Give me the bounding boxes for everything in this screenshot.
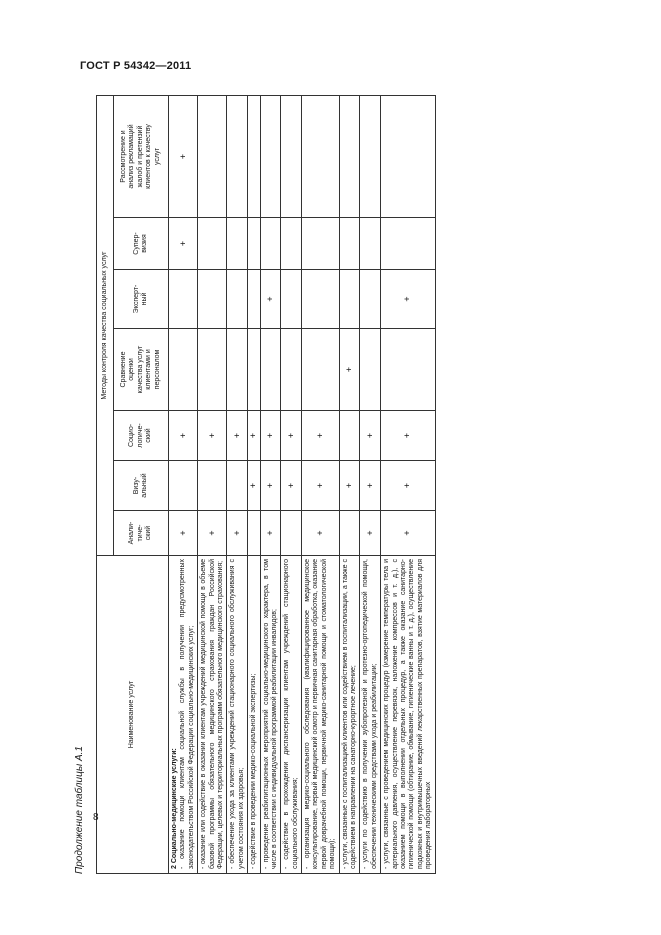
method-mark-cell bbox=[302, 218, 340, 270]
method-mark-cell bbox=[260, 461, 281, 511]
plus-mark: + bbox=[344, 366, 355, 373]
methods-group-header: Методы контроля качества социальных услуг bbox=[97, 95, 114, 555]
table-row bbox=[260, 95, 281, 873]
plus-mark: + bbox=[314, 482, 325, 489]
service-text: - содействие в прохождении диспансеризации клиентам учреждений стационарного социального обслуживания; bbox=[283, 559, 299, 869]
method-mark-cell bbox=[381, 329, 435, 411]
method-mark-cell bbox=[227, 218, 248, 270]
plus-mark: + bbox=[402, 530, 413, 536]
method-mark-cell bbox=[169, 218, 198, 270]
method-mark-cell bbox=[198, 461, 227, 511]
method-mark-cell bbox=[227, 411, 248, 461]
method-mark-cell bbox=[227, 270, 248, 329]
method-mark-cell bbox=[281, 511, 302, 556]
method-header: Социо- логиче- ский bbox=[114, 411, 169, 461]
section-title: 2 Социально-медицинские услуги: bbox=[171, 748, 178, 869]
service-name-cell bbox=[302, 556, 340, 874]
plus-mark: + bbox=[264, 296, 275, 302]
service-text: - оказание или содействие в оказании клиентам учреждений медицинской помощи в объеме базовой программы обязательного медицинского страхования граждан Российской Федерации, целевых и территориальных программ обязательного медицинского страхования; bbox=[200, 559, 224, 869]
method-mark-cell bbox=[360, 411, 381, 461]
methods-table bbox=[96, 95, 436, 874]
method-mark-cell bbox=[302, 329, 340, 411]
table-row bbox=[381, 95, 435, 873]
service-text: - проведение реабилитационных мероприятий социально-медицинского характера, в том числе в соответствии с индивидуальной программой реабилитации инвалидов; bbox=[262, 559, 278, 869]
plus-mark: + bbox=[264, 482, 275, 489]
service-name-cell bbox=[281, 556, 302, 874]
method-mark-cell bbox=[198, 95, 227, 217]
method-mark-cell bbox=[260, 511, 281, 556]
method-mark-cell bbox=[260, 218, 281, 270]
plus-mark: + bbox=[344, 482, 355, 489]
method-mark-cell bbox=[339, 218, 360, 270]
services-name-header: Наименование услуг bbox=[97, 556, 169, 874]
method-mark-cell bbox=[381, 461, 435, 511]
service-text: - услуги, связанные с госпитализацией клиентов или содействием в госпитализации, а также с содействием в направлении на санаторно-курортное лечение; bbox=[341, 559, 358, 869]
table-row bbox=[339, 95, 360, 873]
method-mark-cell bbox=[248, 461, 260, 511]
table-row bbox=[198, 95, 227, 873]
method-mark-cell bbox=[169, 411, 198, 461]
method-mark-cell bbox=[227, 329, 248, 411]
plus-mark: + bbox=[264, 432, 275, 439]
method-mark-cell bbox=[339, 270, 360, 329]
method-mark-cell bbox=[381, 270, 435, 329]
method-mark-cell bbox=[339, 411, 360, 461]
service-name-cell bbox=[339, 556, 360, 874]
method-mark-cell bbox=[339, 329, 360, 411]
plus-mark: + bbox=[177, 530, 188, 536]
service-text: - услуги по содействию в получении зубопротезной и протезно-ортопедической помощи, обеспечении техническими средствами ухода и реабилитации; bbox=[362, 559, 378, 869]
service-text: - содействие в проведении медико-социальной экспертизы; bbox=[250, 673, 258, 869]
method-mark-cell bbox=[248, 411, 260, 461]
service-text: - обеспечение ухода за клиентами учреждений стационарного социального обслуживания с учетом состояния их здоровья; bbox=[229, 559, 245, 869]
table-row bbox=[248, 95, 260, 873]
plus-mark: + bbox=[314, 530, 325, 536]
table-row bbox=[169, 95, 198, 873]
method-mark-cell bbox=[227, 461, 248, 511]
method-mark-cell bbox=[198, 511, 227, 556]
service-name-cell bbox=[248, 556, 260, 874]
plus-mark: + bbox=[231, 432, 242, 439]
method-header: Рассмотрение и анализ рекламаций жалоб и претензий клиентов к качеству услуг bbox=[114, 95, 169, 217]
plus-mark: + bbox=[206, 530, 217, 536]
plus-mark: + bbox=[285, 482, 296, 489]
service-name-cell bbox=[198, 556, 227, 874]
service-name-cell bbox=[227, 556, 248, 874]
method-mark-cell bbox=[302, 270, 340, 329]
plus-mark: + bbox=[364, 530, 375, 536]
service-name-cell bbox=[381, 556, 435, 874]
plus-mark: + bbox=[364, 482, 375, 489]
service-text: - организация медико-социального обследования (квалифицированное медицинское консультирование, первый медицинский осмотр и первичная санитарная обработка, оказание первой доврачебной помощи, первичной медико-санитарной помощи и стоматологической помощи); bbox=[304, 559, 337, 869]
method-mark-cell bbox=[281, 270, 302, 329]
method-header: Анали- тиче- ский bbox=[114, 511, 169, 556]
service-text: - услуги, связанные с проведением медицинских процедур (измерение температуры тела и артериального давления, осуществление перевязок, наложение компрессов и т. д.), с оказанием помощи в выполнении отдельных процедур, а также оказание санитарно-гигиенической помощи (обтирание, обмывание, гигиенические ванны и т. д.), осуществление подкожных и внутримышечных введений лекарственных препаратов, взятие материалов для проведения лабораторных bbox=[383, 559, 433, 869]
document-header: ГОСТ Р 54342—2011 bbox=[80, 60, 192, 72]
method-mark-cell bbox=[281, 218, 302, 270]
service-text: - оказание помощи клиентам социальной службы в получении предусмотренных законодательством Российской Федерации социально-медицинских услуг; bbox=[179, 559, 195, 869]
method-mark-cell bbox=[281, 411, 302, 461]
method-mark-cell bbox=[381, 218, 435, 270]
method-mark-cell bbox=[248, 218, 260, 270]
method-mark-cell bbox=[198, 329, 227, 411]
method-mark-cell bbox=[198, 411, 227, 461]
method-mark-cell bbox=[169, 270, 198, 329]
method-mark-cell bbox=[248, 95, 260, 217]
method-mark-cell bbox=[360, 270, 381, 329]
plus-mark: + bbox=[177, 153, 188, 160]
method-mark-cell bbox=[248, 329, 260, 411]
plus-mark: + bbox=[264, 530, 275, 536]
method-mark-cell bbox=[381, 95, 435, 217]
method-mark-cell bbox=[198, 270, 227, 329]
method-mark-cell bbox=[339, 511, 360, 556]
plus-mark: + bbox=[177, 240, 188, 247]
method-mark-cell bbox=[302, 461, 340, 511]
method-header: Визу- альный bbox=[114, 461, 169, 511]
method-mark-cell bbox=[360, 95, 381, 217]
method-mark-cell bbox=[302, 95, 340, 217]
method-mark-cell bbox=[260, 411, 281, 461]
method-mark-cell bbox=[360, 461, 381, 511]
method-mark-cell bbox=[260, 95, 281, 217]
table-row bbox=[227, 95, 248, 873]
method-mark-cell bbox=[227, 511, 248, 556]
method-mark-cell bbox=[360, 329, 381, 411]
method-mark-cell bbox=[198, 218, 227, 270]
service-name-cell bbox=[169, 556, 198, 874]
method-mark-cell bbox=[302, 511, 340, 556]
method-mark-cell bbox=[227, 95, 248, 217]
page-number: 8 bbox=[93, 812, 99, 823]
method-mark-cell bbox=[360, 218, 381, 270]
plus-mark: + bbox=[402, 296, 413, 302]
plus-mark: + bbox=[314, 432, 325, 439]
table-row bbox=[302, 95, 340, 873]
method-mark-cell bbox=[169, 95, 198, 217]
plus-mark: + bbox=[402, 482, 413, 489]
method-header: Эксперт- ный bbox=[114, 270, 169, 329]
service-name-cell bbox=[260, 556, 281, 874]
plus-mark: + bbox=[206, 432, 217, 439]
plus-mark: + bbox=[231, 530, 242, 536]
method-mark-cell bbox=[260, 270, 281, 329]
method-mark-cell bbox=[339, 461, 360, 511]
plus-mark: + bbox=[402, 432, 413, 439]
method-mark-cell bbox=[169, 511, 198, 556]
method-mark-cell bbox=[339, 95, 360, 217]
service-name-cell bbox=[360, 556, 381, 874]
method-mark-cell bbox=[281, 329, 302, 411]
table-caption: Продолжение таблицы А.1 bbox=[74, 746, 85, 874]
method-mark-cell bbox=[281, 461, 302, 511]
method-mark-cell bbox=[281, 95, 302, 217]
method-mark-cell bbox=[302, 411, 340, 461]
method-mark-cell bbox=[360, 511, 381, 556]
plus-mark: + bbox=[248, 482, 259, 489]
table-body bbox=[169, 95, 436, 873]
method-mark-cell bbox=[381, 411, 435, 461]
method-mark-cell bbox=[260, 329, 281, 411]
plus-mark: + bbox=[364, 432, 375, 439]
table-row bbox=[360, 95, 381, 873]
method-header: Супер- визия bbox=[114, 218, 169, 270]
method-header: Сравнение оценки качества услуг клиентами и персоналом bbox=[114, 329, 169, 411]
method-mark-cell bbox=[248, 270, 260, 329]
plus-mark: + bbox=[248, 432, 259, 439]
method-mark-cell bbox=[169, 461, 198, 511]
plus-mark: + bbox=[177, 432, 188, 439]
method-mark-cell bbox=[169, 329, 198, 411]
table-row bbox=[281, 95, 302, 873]
plus-mark: + bbox=[285, 432, 296, 439]
method-mark-cell bbox=[248, 511, 260, 556]
method-mark-cell bbox=[381, 511, 435, 556]
rotated-table-page bbox=[74, 96, 645, 874]
